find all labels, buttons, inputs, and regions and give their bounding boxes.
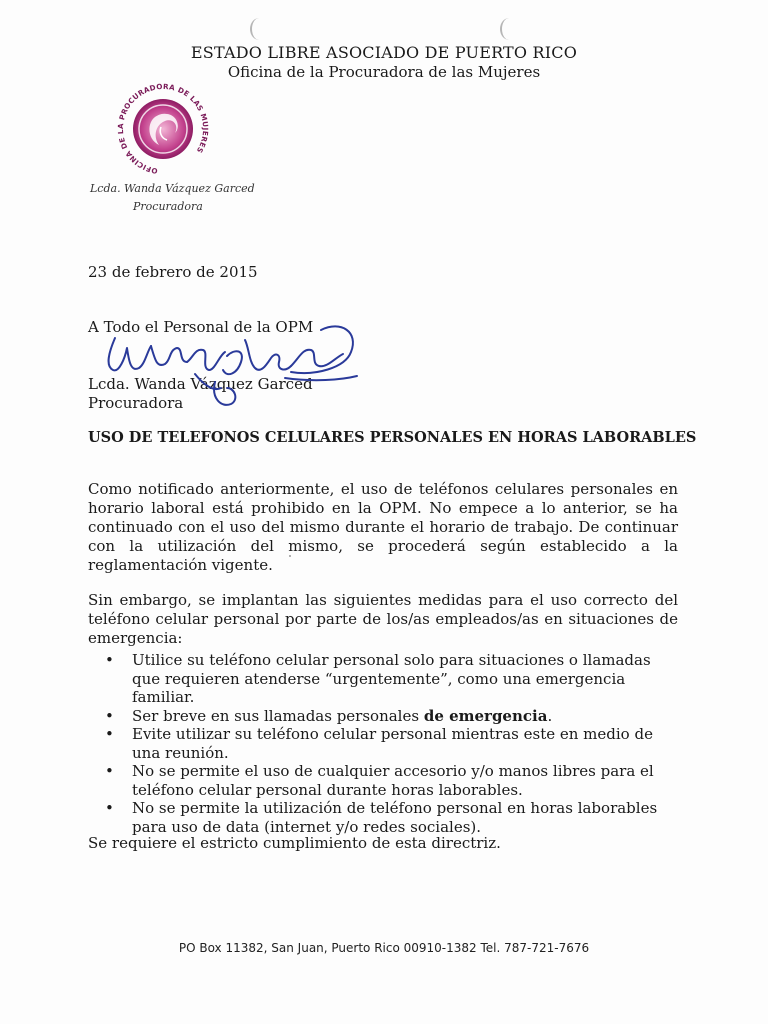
header-title: ESTADO LIBRE ASOCIADO DE PUERTO RICO: [190, 43, 578, 62]
handwritten-signature: [95, 318, 365, 413]
body-paragraph-1: Como notificado anteriormente, el uso de teléfonos celulares personales en horario laboral está prohibido en la OPM. No empece a lo anterior, se ha continuado con el uso del mismo durante el horario de trabajo. De continuar con la utilización del mismo, se procederá según establecido a la reglamentación vigente.: [88, 480, 678, 574]
list-item: • Evite utilizar su teléfono celular personal mientras este en medio de una reunión.: [88, 725, 678, 762]
letter-date: 23 de febrero de 2015: [88, 263, 258, 281]
punch-hole-mark: [500, 18, 518, 40]
sender-name: Lcda. Wanda Vázquez Garced: [88, 375, 313, 393]
list-item: • No se permite el uso de cualquier accesorio y/o manos libres para el teléfono celular personal durante horas laborables.: [88, 762, 678, 799]
list-item: • No se permite la utilización de teléfono personal en horas laborables para uso de data (internet y/o redes sociales).: [88, 799, 678, 836]
list-item: • Ser breve en sus llamadas personales de emergencia.: [88, 707, 678, 726]
closing-sentence: Se requiere el estricto cumplimiento de esta directriz.: [88, 834, 501, 852]
header-subtitle: Oficina de la Procuradora de las Mujeres: [227, 63, 541, 81]
scan-speck: [289, 555, 291, 557]
body-paragraph-2: Sin embargo, se implantan las siguientes medidas para el uso correcto del teléfono celular personal por parte de los/as empleados/as en situaciones de emergencia:: [88, 591, 678, 647]
footer-address: PO Box 11382, San Juan, Puerto Rico 00910-1382 Tel. 787-721-7676: [178, 941, 590, 955]
list-item: • Utilice su teléfono celular personal solo para situaciones o llamadas que requieren atenderse “urgentemente”, como una emergencia familiar.: [88, 651, 678, 707]
measures-list: [88, 651, 678, 836]
punch-hole-mark: [250, 18, 268, 40]
letterhead-name: Lcda. Wanda Vázquez Garced: [90, 182, 255, 195]
seal-ring-text: OFICINA DE LA PROCURADORA DE LAS MUJERES: [115, 81, 211, 176]
seal-disc: [133, 99, 193, 159]
office-seal-logo: [103, 77, 223, 187]
recipient-line: A Todo el Personal de la OPM: [88, 318, 314, 336]
memo-subject: USO DE TELEFONOS CELULARES PERSONALES EN HORAS LABORABLES: [88, 429, 697, 446]
letterhead-role: Procuradora: [133, 200, 203, 213]
sender-role: Procuradora: [88, 394, 184, 412]
emphasis-text: de emergencia: [423, 706, 548, 725]
